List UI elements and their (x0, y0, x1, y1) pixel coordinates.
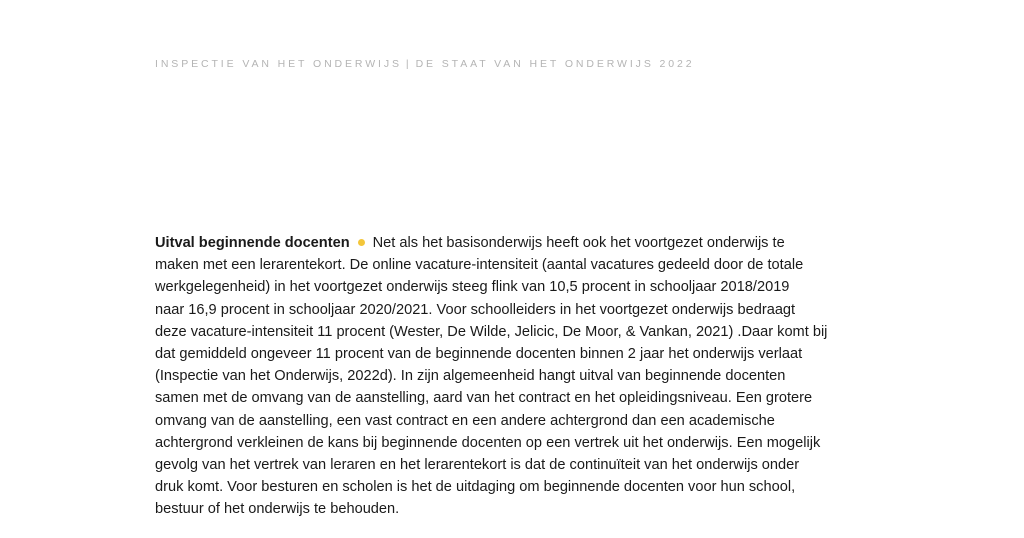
paragraph-line: gevolg van het vertrek van leraren en het lerarentekort is dat de continuïteit van het onderwijs onder (155, 457, 800, 474)
paragraph-line: maken met een lerarentekort. De online vacature-intensiteit (aantal vacatures gedeeld door de totale (155, 257, 804, 274)
bullet-icon (358, 239, 365, 246)
paragraph-line: werkgelegenheid) in het voortgezet onderwijs steeg flink van 10,5 procent in schooljaar 2018/2019 (155, 279, 790, 296)
paragraph-line (155, 232, 875, 254)
paragraph-line: dat gemiddeld ongeveer 11 procent van de beginnende docenten binnen 2 jaar het onderwijs verlaat (155, 346, 803, 363)
paragraph-line: omvang van de aanstelling, een vast contract en een andere achtergrond dan een academische (155, 412, 775, 429)
paragraph-line: (Inspectie van het Onderwijs, 2022d). In zijn algemeenheid hangt uitval van beginnende docenten (155, 368, 786, 385)
body-paragraph (155, 232, 875, 521)
paragraph-line: bestuur of het onderwijs te behouden. (155, 501, 400, 518)
header-publisher: INSPECTIE VAN HET ONDERWIJS (155, 58, 402, 70)
paragraph-lead-heading: Uitval beginnende docenten (155, 235, 350, 251)
header-separator: | (405, 58, 412, 70)
paragraph-line: achtergrond verkleinen de kans bij beginnende docenten op een vertrek uit het onderwijs. Een mogelijk (155, 434, 821, 451)
paragraph-line: deze vacature-intensiteit 11 procent (Wester, De Wilde, Jelicic, De Moor, & Vankan, 2021) .Daar komt bij (155, 323, 828, 340)
header-report-title: DE STAAT VAN HET ONDERWIJS 2022 (415, 58, 695, 70)
paragraph-line: naar 16,9 procent in schooljaar 2020/2021. Voor schoolleiders in het voortgezet onderwijs bedraagt (155, 301, 796, 318)
running-header (155, 58, 695, 70)
paragraph-line: druk komt. Voor besturen en scholen is het de uitdaging om beginnende docenten voor hun school, (155, 479, 796, 496)
paragraph-line: samen met de omvang van de aanstelling, aard van het contract en het opleidingsniveau. Een grotere (155, 390, 813, 407)
paragraph-line-text: Net als het basisonderwijs heeft ook het voortgezet onderwijs te (372, 235, 785, 251)
